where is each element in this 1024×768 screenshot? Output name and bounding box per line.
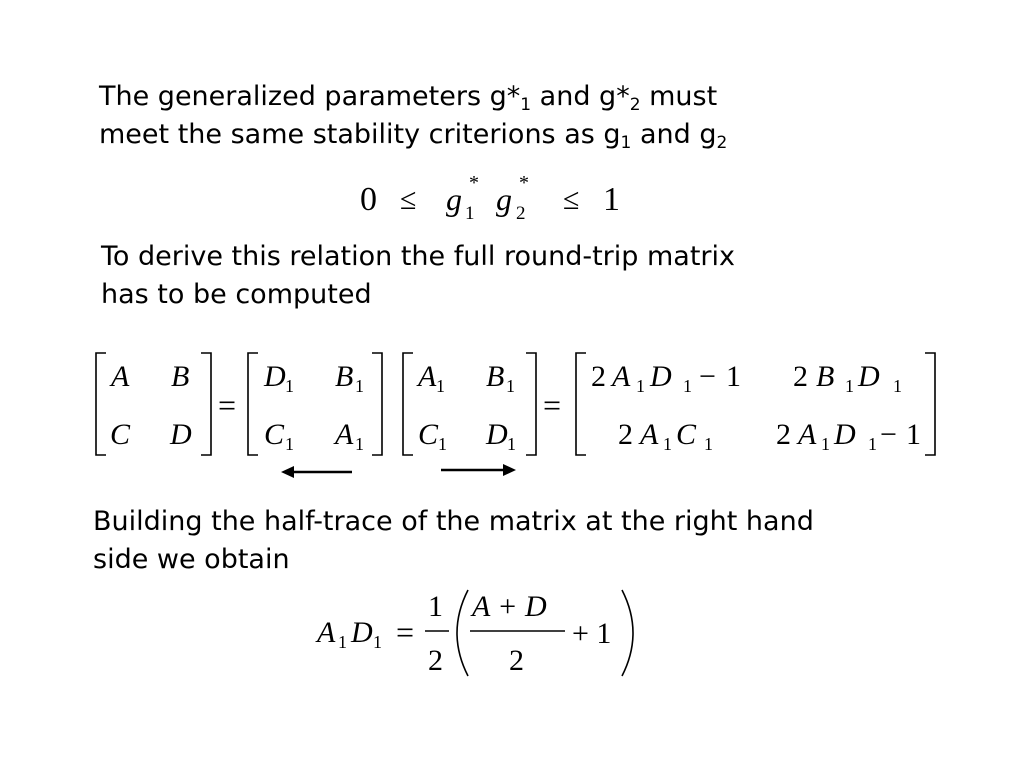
- m2-right-bracket: [526, 353, 536, 455]
- svg-text:2: 2: [618, 418, 633, 451]
- intro-line-1: The generalized parameters $g*_1$ and $g*_2$ must: [99, 81, 718, 115]
- m0-b: B: [171, 360, 190, 393]
- m2-a-sub: 1: [436, 376, 445, 396]
- m1-b: B: [335, 360, 354, 393]
- result-r1c2: [793, 360, 902, 396]
- ineq-star2: *: [519, 172, 529, 194]
- svg-text:1: 1: [683, 376, 692, 396]
- svg-text:D: D: [650, 360, 672, 393]
- m2-b-sub: 1: [506, 376, 515, 396]
- half-trace-line-1: Building the half-trace of the matrix at the right hand: [93, 506, 814, 537]
- m0-c: C: [110, 418, 131, 451]
- svg-text:A: A: [640, 418, 659, 451]
- m2-a: A: [418, 360, 437, 393]
- svg-text:−: −: [699, 360, 716, 393]
- result-r2c2: [776, 418, 921, 454]
- ineq-star1: *: [469, 172, 479, 194]
- half-trace-line-2: side we obtain: [93, 544, 290, 575]
- svg-text:2: 2: [776, 418, 791, 451]
- ineq-sub2: 2: [516, 203, 526, 224]
- m2-c: C: [418, 418, 439, 451]
- result-r1c1: [591, 360, 741, 396]
- svg-text:D: D: [834, 418, 856, 451]
- m2-c-sub: 1: [438, 434, 447, 454]
- ht-A: A: [317, 616, 336, 649]
- m0-a: A: [111, 360, 130, 393]
- ht-equals: =: [396, 614, 415, 650]
- ineq-le-left: ≤: [400, 183, 417, 216]
- ht-D-sub: 1: [373, 632, 382, 652]
- svg-text:1: 1: [893, 376, 902, 396]
- matrix-entries: [109, 360, 921, 454]
- derivation-line-1: To derive this relation the full round-trip matrix: [101, 241, 735, 272]
- m2-d: D: [486, 418, 508, 451]
- m1-left-bracket: [248, 353, 258, 455]
- ht-inner-num: A + D: [472, 590, 547, 623]
- svg-text:2: 2: [591, 360, 606, 393]
- ineq-upper: 1: [603, 181, 620, 218]
- m2-left-bracket: [403, 353, 413, 455]
- m1-d-sub: 1: [355, 434, 364, 454]
- swap-arrow-right-icon: [441, 464, 516, 476]
- half-trace-formula: [315, 590, 633, 677]
- ineq-lower: 0: [360, 181, 377, 218]
- derivation-line-2: has to be computed: [101, 279, 372, 310]
- svg-text:A: A: [798, 418, 817, 451]
- svg-text:1: 1: [906, 418, 921, 451]
- ht-inner-den: 2: [509, 644, 524, 677]
- svg-text:1: 1: [663, 434, 672, 454]
- m1-right-bracket: [372, 353, 382, 455]
- ht-left-paren: [457, 590, 468, 676]
- m1-b-sub: 1: [355, 376, 364, 396]
- m1-c: C: [264, 418, 285, 451]
- ht-D: D: [351, 616, 373, 649]
- svg-text:2: 2: [793, 360, 808, 393]
- svg-text:1: 1: [868, 434, 877, 454]
- eq-1: =: [218, 387, 237, 423]
- m1-a: D: [264, 360, 286, 393]
- svg-text:C: C: [676, 418, 697, 451]
- result-r2c1: [618, 418, 713, 454]
- m1-a-sub: 1: [285, 376, 294, 396]
- swap-arrow-left-icon: [281, 466, 352, 478]
- ineq-g2: g: [496, 181, 512, 217]
- result-right-bracket: [925, 353, 935, 455]
- ineq-sub1: 1: [465, 203, 475, 224]
- svg-text:1: 1: [704, 434, 713, 454]
- stability-inequality: [360, 172, 620, 224]
- m2-d-sub: 1: [507, 434, 516, 454]
- svg-text:1: 1: [821, 434, 830, 454]
- m0-left-bracket: [96, 353, 106, 455]
- svg-text:B: B: [816, 360, 835, 393]
- ht-right-paren: [622, 590, 633, 676]
- ineq-g1: g: [446, 181, 462, 217]
- result-left-bracket: [576, 353, 586, 455]
- svg-text:1: 1: [636, 376, 645, 396]
- ht-plus-one: + 1: [572, 617, 612, 650]
- m0-right-bracket: [201, 353, 211, 455]
- m1-c-sub: 1: [285, 434, 294, 454]
- m1-d: A: [335, 418, 354, 451]
- ht-half-den: 2: [428, 644, 443, 677]
- svg-text:1: 1: [845, 376, 854, 396]
- intro-line-2: meet the same stability criterions as $g_1$ and $g_2$: [99, 119, 728, 153]
- svg-text:D: D: [858, 360, 880, 393]
- svg-text:A: A: [612, 360, 631, 393]
- m2-b: B: [486, 360, 505, 393]
- svg-text:−: −: [880, 418, 897, 451]
- ht-half-num: 1: [428, 590, 443, 623]
- ht-A-sub: 1: [338, 632, 347, 652]
- eq-2: =: [543, 387, 562, 423]
- m0-d: D: [170, 418, 192, 451]
- ineq-le-right: ≤: [563, 183, 580, 216]
- svg-text:1: 1: [726, 360, 741, 393]
